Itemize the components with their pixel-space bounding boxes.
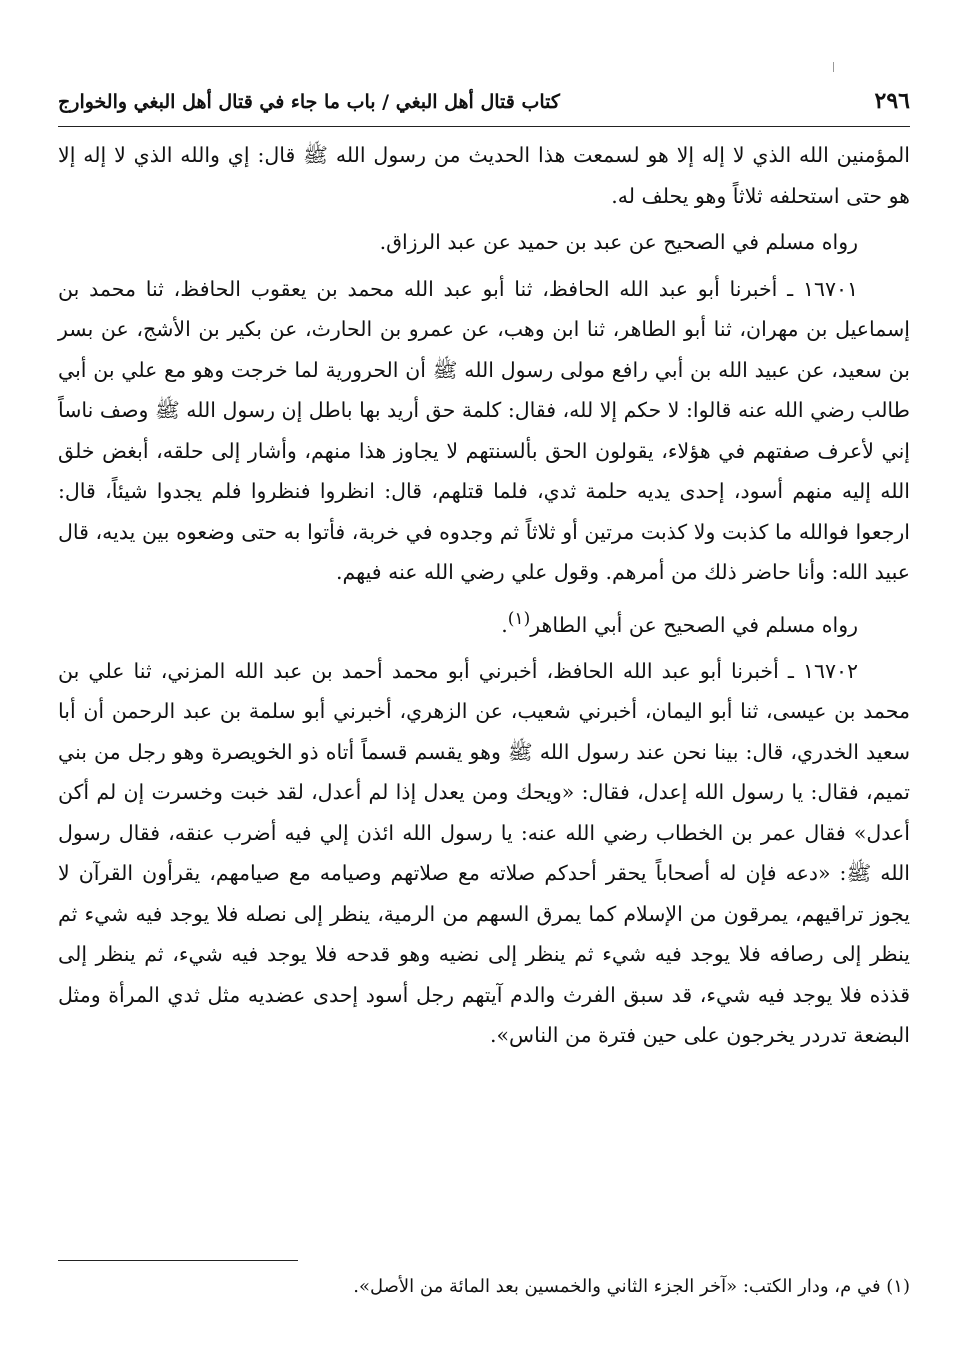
- book-page: [58, 88, 910, 1297]
- page-body: [58, 135, 910, 1056]
- paragraph-continuation: المؤمنين الله الذي لا إله إلا هو لسمعت هذا الحديث من رسول الله ﷺ قال: إي والله الذي لا إله إلا هو حتى استحلفه ثلاثاً وهو يحلف له.: [58, 143, 910, 208]
- paragraph-narration-1: رواه مسلم في الصحيح عن عبد بن حميد عن عبد الرزاق.: [379, 230, 858, 254]
- scan-mark: [833, 62, 834, 72]
- page-number: ٢٩٦: [874, 88, 910, 114]
- page-header: [58, 88, 910, 127]
- narration-end: .: [501, 612, 508, 637]
- footnote-marker: (١): [507, 608, 531, 629]
- footnote-rule: [58, 1260, 298, 1261]
- paragraph-narration-2: [58, 599, 910, 645]
- footnote: (١) في م، ودار الكتب: «آخر الجزء الثاني والخمسين بعد المائة من الأصل».: [353, 1276, 910, 1297]
- paragraph-hadith-16701: ١٦٧٠١ ـ أخبرنا أبو عبد الله الحافظ، ثنا أبو عبد الله محمد بن يعقوب الحافظ، ثنا محمد بن إسماعيل بن مهران، ثنا أبو الطاهر، ثنا ابن وهب، عن عمرو بن الحارث، عن بكير بن الأشج، عن بسر بن سعيد، عن عبيد الله بن أبي رافع مولى رسول الله ﷺ أن الحرورية لما خرجت وهو مع علي بن أبي طالب رضي الله عنه قالوا: لا حكم إلا لله، فقال: كلمة حق أريد بها باطل إن رسول الله ﷺ وصف ناساً إني لأعرف صفتهم في هؤلاء، يقولون الحق بألسنتهم لا يجاوز هذا منهم، وأشار إلى حلقه، أبغض خلق الله إليه منهم أسود، إحدى يديه حلمة ثدي، فلما قتلهم، قال: انظروا فنظروا فلم يجدوا شيئاً، قال: ارجعوا فوالله ما كذبت ولا كذبت مرتين أو ثلاثاً ثم وجدوه في خربة، فأتوا به حتى وضعوه بين يديه، قال عبيد الله: وأنا حاضر ذلك من أمرهم. وقول علي رضي الله عنه فيهم.: [58, 276, 910, 584]
- narration-text: رواه مسلم في الصحيح عن أبي الطاهر: [530, 612, 858, 637]
- running-title: كتاب قتال أهل البغي / باب ما جاء في قتال أهل البغي والخوارج: [58, 91, 560, 113]
- paragraph-hadith-16702: ١٦٧٠٢ ـ أخبرنا أبو عبد الله الحافظ، أخبرني أبو محمد أحمد بن عبد الله المزني، ثنا علي بن محمد بن عيسى، ثنا أبو اليمان، أخبرني شعيب، عن الزهري، أخبرني أبو سلمة بن عبد الرحمن أن أبا سعيد الخدري، قال: بينا نحن عند رسول الله ﷺ وهو يقسم قسماً أتاه ذو الخويصرة وهو رجل من بني تميم، فقال: يا رسول الله إعدل، فقال: «ويحك ومن يعدل إذا لم أعدل، لقد خبت وخسرت إن لم أكن أعدل» فقال عمر بن الخطاب رضي الله عنه: يا رسول الله ائذن إلي فيه أضرب عنقه، فقال رسول الله ﷺ: «دعه فإن له أصحاباً يحقر أحدكم صلاته مع صلاتهم وصيامه مع صيامهم، يقرأون القرآن لا يجوز تراقيهم، يمرقون من الإسلام كما يمرق السهم من الرمية، ينظر إلى نصله فلا يوجد فيه شيء ثم ينظر إلى رصافه فلا يوجد فيه شيء ثم ينظر إلى نضيه وهو قدحه فلا يوجد فيه شيء، ثم ينظر إلى قذذه فلا يوجد فيه شيء، قد سبق الفرث والدم آيتهم رجل أسود إحدى عضديه مثل ثدي المرأة ومثل البضعة تدردر يخرجون على حين فترة من الناس».: [58, 658, 910, 1048]
